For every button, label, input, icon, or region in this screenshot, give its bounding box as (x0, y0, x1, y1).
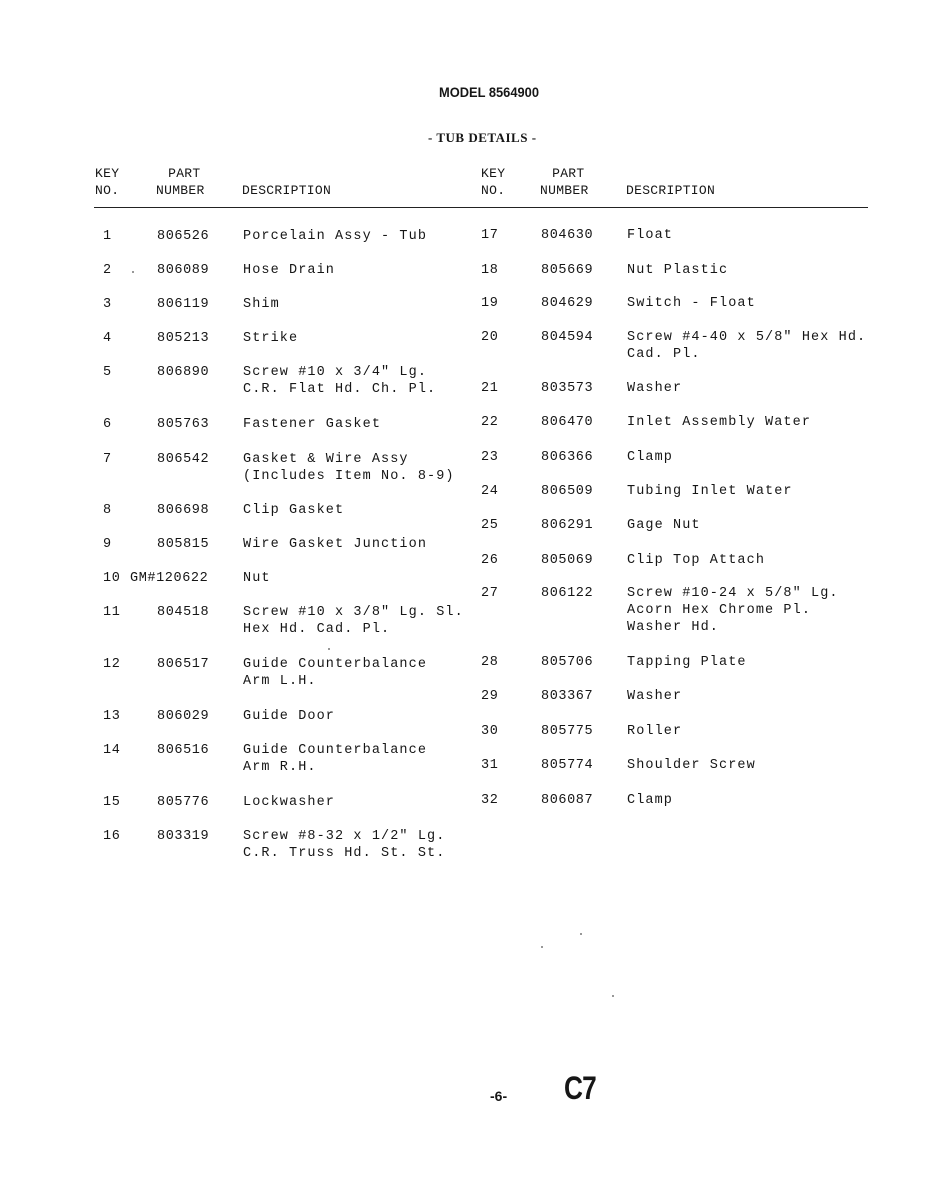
part-description: Clip Top Attach (627, 553, 766, 568)
part-number: 803319 (157, 829, 210, 844)
part-description: Strike (243, 331, 299, 346)
part-description: Switch - Float (627, 296, 756, 311)
right-part-header-line1: PART (552, 166, 585, 181)
key-number: 7 (103, 452, 112, 467)
key-number: 8 (103, 503, 112, 518)
model-title: MODEL 8564900 (439, 84, 540, 100)
part-number: 806366 (541, 450, 594, 465)
part-number: 803367 (541, 689, 594, 704)
part-description: C.R. Truss Hd. St. St. (243, 846, 446, 861)
part-number: 806089 (157, 263, 210, 278)
part-number: 805774 (541, 758, 594, 773)
header-rule (94, 207, 868, 208)
part-number: 805815 (157, 537, 210, 552)
part-description: Gage Nut (627, 518, 701, 533)
part-description: Screw #8-32 x 1/2" Lg. (243, 829, 446, 844)
part-number: 806526 (157, 229, 210, 244)
part-description: Washer Hd. (627, 620, 720, 635)
key-number: 10 (103, 571, 121, 586)
part-number: 806516 (157, 743, 210, 758)
scan-speck (612, 995, 614, 997)
part-description: Fastener Gasket (243, 417, 382, 432)
part-description: Wire Gasket Junction (243, 537, 428, 552)
part-number: 804629 (541, 296, 594, 311)
part-number: 806509 (541, 484, 594, 499)
part-description: Roller (627, 724, 683, 739)
key-number: 17 (481, 228, 499, 243)
right-key-header-line2: NO. (481, 183, 506, 198)
key-number: 2 (103, 263, 112, 278)
scan-speck (580, 933, 582, 935)
part-description: Inlet Assembly Water (627, 415, 812, 430)
key-number: 27 (481, 586, 499, 601)
part-description: Hex Hd. Cad. Pl. (243, 622, 391, 637)
key-number: 32 (481, 793, 499, 808)
key-number: 4 (103, 331, 112, 346)
part-number: 806087 (541, 793, 594, 808)
right-description-header: DESCRIPTION (626, 183, 716, 198)
part-number: 806122 (541, 586, 594, 601)
part-number: 803573 (541, 381, 594, 396)
part-description: Lockwasher (243, 795, 336, 810)
part-description: Float (627, 228, 674, 243)
part-description: Shoulder Screw (627, 758, 756, 773)
part-description: Guide Counterbalance (243, 657, 428, 672)
key-number: 1 (103, 229, 112, 244)
part-number: 806698 (157, 503, 210, 518)
key-number: 9 (103, 537, 112, 552)
key-number: 14 (103, 743, 121, 758)
part-number: 806291 (541, 518, 594, 533)
part-description: Acorn Hex Chrome Pl. (627, 603, 812, 618)
key-number: 24 (481, 484, 499, 499)
part-description: Guide Counterbalance (243, 743, 428, 758)
page-number: -6- (490, 1088, 508, 1104)
part-number: 806119 (157, 297, 210, 312)
part-number: 806542 (157, 452, 210, 467)
left-description-header: DESCRIPTION (242, 183, 332, 198)
left-part-header (156, 165, 205, 199)
left-part-header-line1: PART (168, 166, 201, 181)
part-description: Tubing Inlet Water (627, 484, 793, 499)
key-number: 5 (103, 365, 112, 380)
part-description: Porcelain Assy - Tub (243, 229, 428, 244)
part-description: Screw #4-40 x 5/8" Hex Hd. (627, 330, 867, 345)
left-part-header-line2: NUMBER (156, 183, 205, 198)
part-number: 805213 (157, 331, 210, 346)
key-number: 18 (481, 263, 499, 278)
left-key-header-line2: NO. (95, 183, 120, 198)
key-number: 16 (103, 829, 121, 844)
key-number: 22 (481, 415, 499, 430)
key-number: 13 (103, 709, 121, 724)
key-number: 11 (103, 605, 121, 620)
left-key-header-line1: KEY (95, 166, 120, 181)
part-description: Nut (243, 571, 271, 586)
scan-speck (132, 271, 134, 273)
part-number: 805669 (541, 263, 594, 278)
key-number: 31 (481, 758, 499, 773)
part-number: 804594 (541, 330, 594, 345)
part-number: 805776 (157, 795, 210, 810)
part-description: Screw #10-24 x 5/8" Lg. (627, 586, 839, 601)
part-number: GM#120622 (130, 571, 209, 586)
part-description: Washer (627, 689, 683, 704)
key-number: 29 (481, 689, 499, 704)
page-code: C7 (564, 1070, 596, 1106)
key-number: 25 (481, 518, 499, 533)
scan-speck (328, 648, 330, 650)
part-description: Guide Door (243, 709, 336, 724)
key-number: 23 (481, 450, 499, 465)
key-number: 20 (481, 330, 499, 345)
left-key-header (95, 165, 119, 199)
part-number: 806470 (541, 415, 594, 430)
key-number: 26 (481, 553, 499, 568)
part-description: Cad. Pl. (627, 347, 701, 362)
part-description: Screw #10 x 3/8" Lg. Sl. (243, 605, 464, 620)
part-description: Shim (243, 297, 280, 312)
right-key-header (481, 165, 505, 199)
part-description: Clamp (627, 793, 674, 808)
part-description: Screw #10 x 3/4" Lg. (243, 365, 428, 380)
key-number: 3 (103, 297, 112, 312)
part-description: C.R. Flat Hd. Ch. Pl. (243, 382, 437, 397)
key-number: 12 (103, 657, 121, 672)
part-description: Clamp (627, 450, 674, 465)
part-description: Tapping Plate (627, 655, 747, 670)
key-number: 30 (481, 724, 499, 739)
part-number: 804518 (157, 605, 210, 620)
part-number: 804630 (541, 228, 594, 243)
part-number: 805775 (541, 724, 594, 739)
key-number: 21 (481, 381, 499, 396)
part-description: Nut Plastic (627, 263, 729, 278)
key-number: 15 (103, 795, 121, 810)
section-title: - TUB DETAILS - (428, 130, 537, 145)
part-description: Arm L.H. (243, 674, 317, 689)
part-number: 805763 (157, 417, 210, 432)
key-number: 6 (103, 417, 112, 432)
part-description: Clip Gasket (243, 503, 345, 518)
part-number: 805706 (541, 655, 594, 670)
right-part-header-line2: NUMBER (540, 183, 589, 198)
part-description: Hose Drain (243, 263, 336, 278)
part-number: 806517 (157, 657, 210, 672)
part-number: 806029 (157, 709, 210, 724)
scan-speck (541, 946, 543, 948)
part-number: 806890 (157, 365, 210, 380)
part-description: Gasket & Wire Assy (243, 452, 409, 467)
right-key-header-line1: KEY (481, 166, 506, 181)
key-number: 28 (481, 655, 499, 670)
part-description: Washer (627, 381, 683, 396)
part-description: Arm R.H. (243, 760, 317, 775)
key-number: 19 (481, 296, 499, 311)
part-description: (Includes Item No. 8-9) (243, 469, 455, 484)
right-part-header (540, 165, 589, 199)
part-number: 805069 (541, 553, 594, 568)
